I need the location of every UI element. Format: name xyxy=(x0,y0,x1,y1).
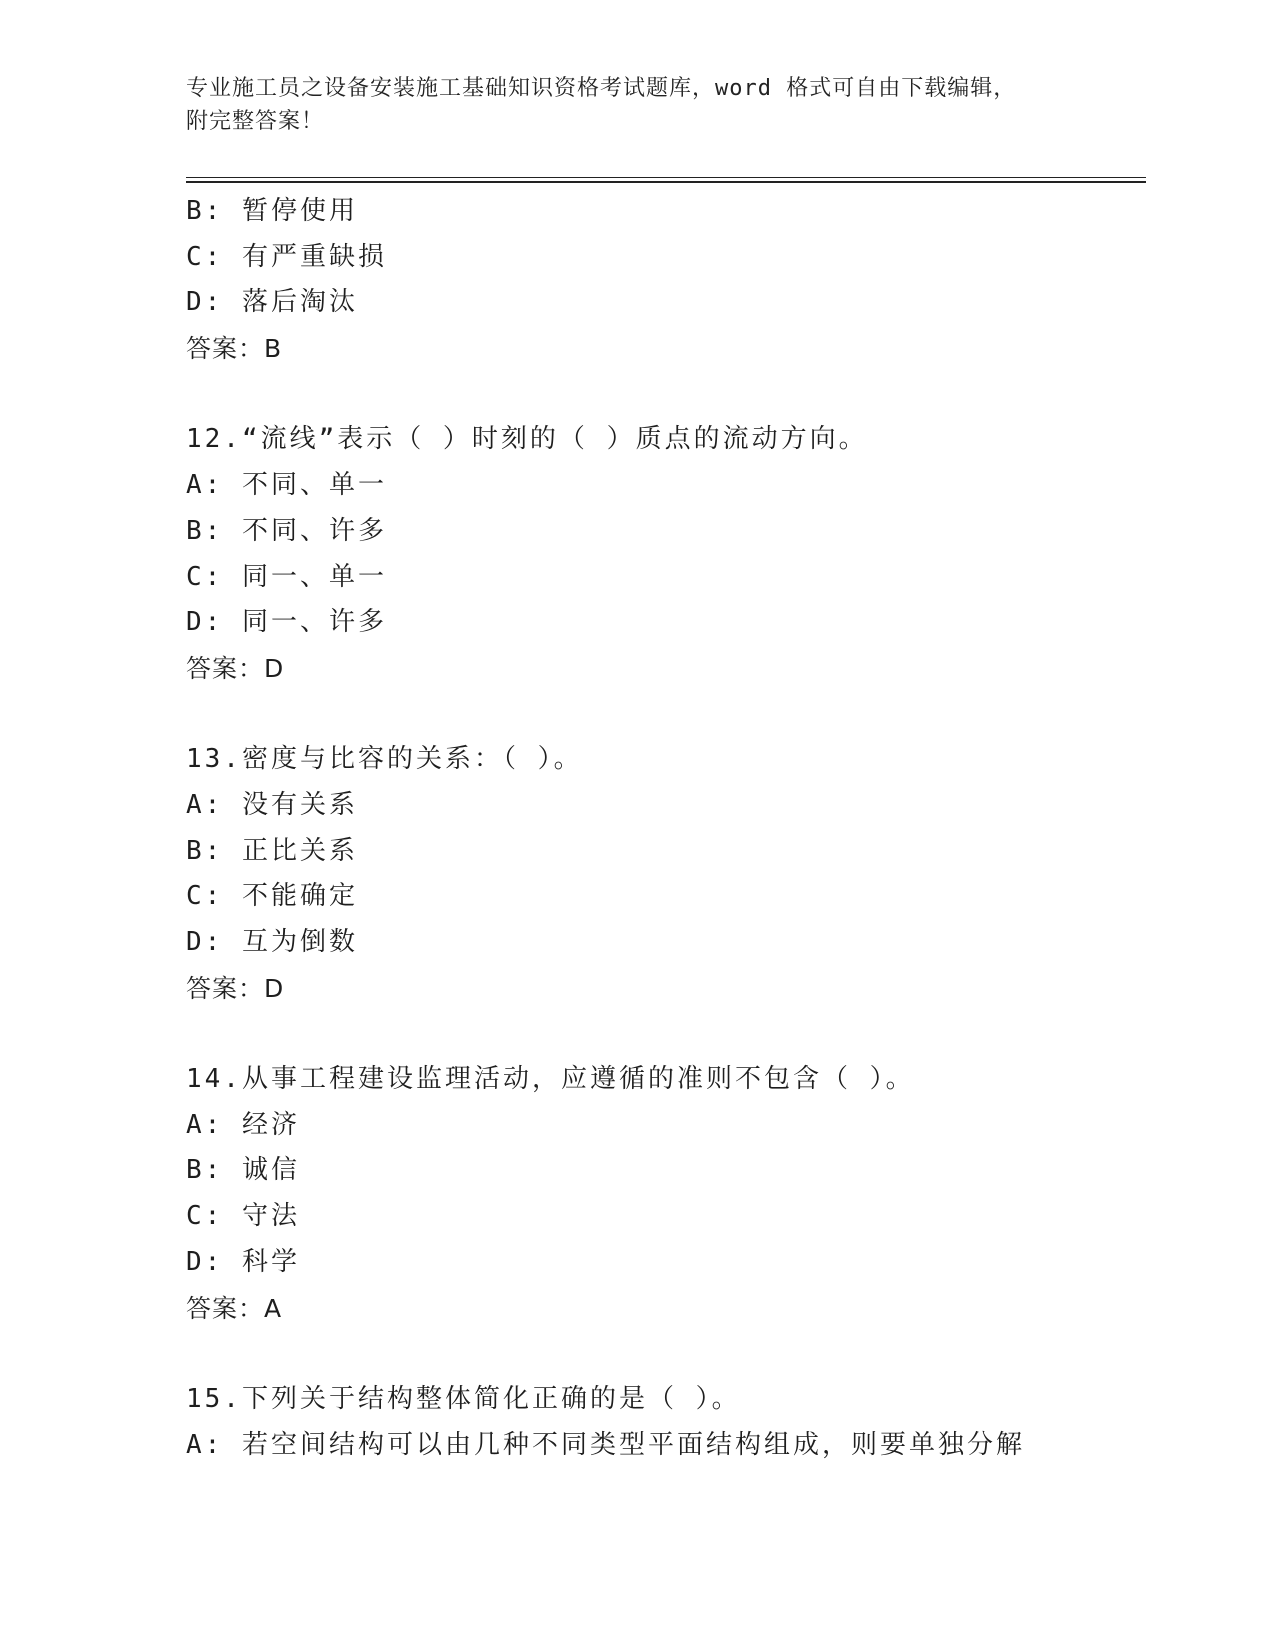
question-list xyxy=(186,189,1126,1468)
header-title-line-2: 附完整答案！ xyxy=(186,109,325,134)
option-c: C: 有严重缺损 xyxy=(186,241,387,272)
option-b: B: 暂停使用 xyxy=(186,196,358,226)
option-d: D: 落后淘汰 xyxy=(186,287,358,318)
question-stem: 14.从事工程建设监理活动，应遵循的准则不包含（ ）。 xyxy=(186,1064,915,1095)
option-b: B: 不同、许多 xyxy=(186,515,387,546)
header-rule-thick xyxy=(186,181,1146,183)
document-header xyxy=(186,72,1086,138)
question-spacer xyxy=(186,692,1126,738)
question-stem: 12.“流线”表示（ ）时刻的（ ）质点的流动方向。 xyxy=(186,424,868,455)
question-11 xyxy=(186,189,1126,372)
option-a: A: 没有关系 xyxy=(186,789,358,820)
question-spacer xyxy=(186,1331,1126,1377)
question-12 xyxy=(186,417,1126,691)
answer-line: 答案：D xyxy=(186,653,285,683)
header-title-line-1: 专业施工员之设备安装施工基础知识资格考试题库，word 格式可自由下载编辑， xyxy=(186,76,1017,101)
option-d: D: 互为倒数 xyxy=(186,927,358,957)
question-14 xyxy=(186,1057,1126,1331)
answer-line: 答案：A xyxy=(186,1293,283,1323)
question-spacer xyxy=(186,1011,1126,1057)
question-spacer xyxy=(186,372,1126,418)
header-rule-thin xyxy=(186,177,1146,178)
option-d: D: 科学 xyxy=(186,1246,300,1277)
option-b: B: 诚信 xyxy=(186,1155,300,1186)
option-a: A: 若空间结构可以由几种不同类型平面结构组成，则要单独分解 xyxy=(186,1429,1025,1460)
answer-line: 答案：D xyxy=(186,973,285,1003)
option-d: D: 同一、许多 xyxy=(186,607,387,638)
question-stem: 15.下列关于结构整体简化正确的是（ ）。 xyxy=(186,1383,741,1414)
option-a: A: 不同、单一 xyxy=(186,470,387,501)
option-c: C: 不能确定 xyxy=(186,881,358,912)
option-a: A: 经济 xyxy=(186,1109,300,1140)
option-c: C: 守法 xyxy=(186,1201,300,1232)
question-15 xyxy=(186,1377,1126,1468)
question-13 xyxy=(186,737,1126,1011)
answer-line: 答案：B xyxy=(186,334,283,364)
option-c: C: 同一、单一 xyxy=(186,561,387,592)
option-b: B: 正比关系 xyxy=(186,835,358,866)
question-stem: 13.密度与比容的关系：（ ）。 xyxy=(186,744,583,775)
